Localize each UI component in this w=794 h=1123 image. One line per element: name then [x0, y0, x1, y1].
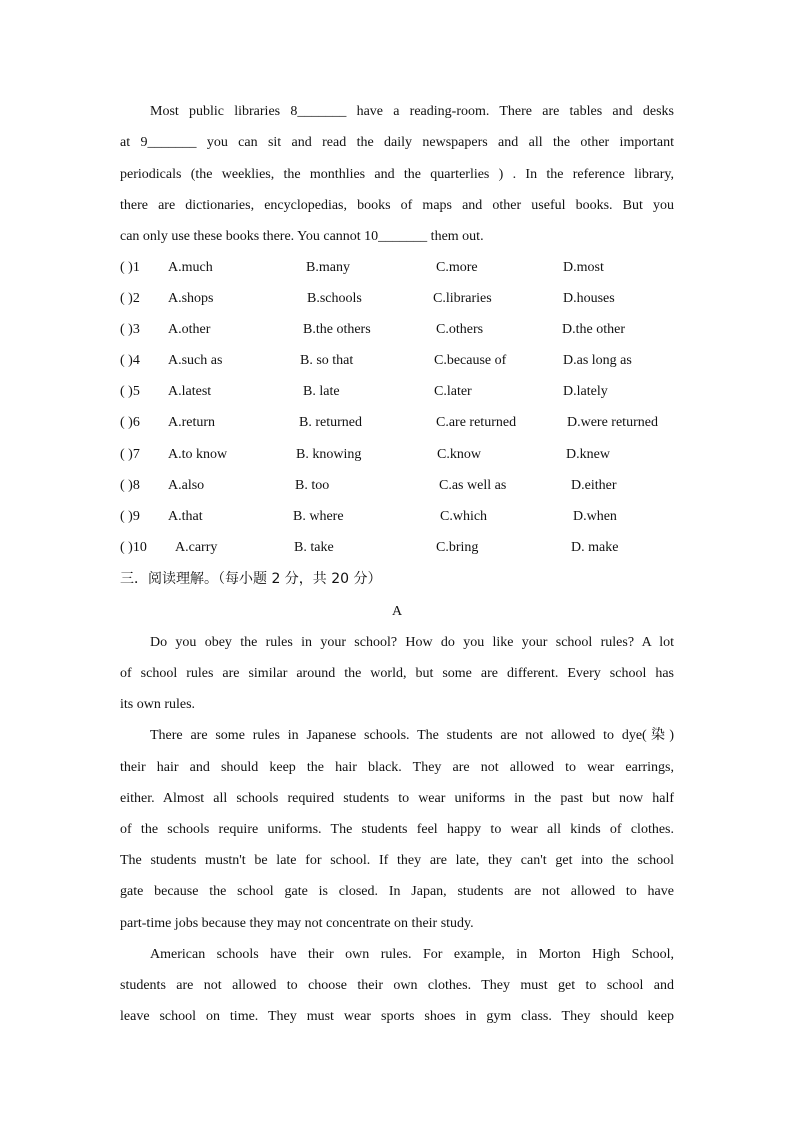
option-b: B. where	[293, 509, 344, 524]
option-a: A.return	[168, 415, 216, 430]
option-d: D.the other	[562, 322, 625, 337]
section-heading: 三．阅读理解。（每小题 2 分，共 20 分）	[120, 571, 382, 587]
option-d: D.were returned	[567, 415, 658, 430]
option-c: C.bring	[436, 540, 479, 555]
passage-line: leave school on time. They must wear sports shoes in gym class. They should keep	[120, 1009, 674, 1024]
option-d: D. make	[571, 540, 619, 555]
passage-line: part-time jobs because they may not concentrate on their study.	[120, 916, 474, 931]
passage-line: of the schools require uniforms. The students feel happy to wear all kinds of clothes.	[120, 822, 674, 837]
option-c: C.others	[436, 322, 484, 337]
passage-line: periodicals (the weeklies, the monthlies and the quarterlies ) . In the reference library,	[120, 167, 674, 182]
question-options	[120, 508, 680, 526]
option-d: D.as long as	[563, 353, 632, 368]
option-c: C.because of	[434, 353, 507, 368]
option-a: A.much	[168, 260, 213, 275]
question-options	[120, 259, 680, 277]
option-b: B. too	[295, 478, 330, 493]
question-options	[120, 477, 680, 495]
option-d: D.lately	[563, 384, 608, 399]
passage-line: Most public libraries 8_______ have a reading-room. There are tables and desks	[150, 104, 674, 119]
option-c: C.libraries	[433, 291, 492, 306]
option-a: A.such as	[168, 353, 223, 368]
passage-line: There are some rules in Japanese schools. The students are not allowed to dye(染)	[150, 728, 674, 743]
question-number: ( )8	[120, 478, 140, 493]
question-options	[120, 539, 680, 557]
option-b: B.many	[306, 260, 350, 275]
option-b: B. knowing	[296, 447, 362, 462]
option-d: D.when	[573, 509, 617, 524]
option-c: C.are returned	[436, 415, 517, 430]
option-c: C.as well as	[439, 478, 507, 493]
option-c: C.later	[434, 384, 472, 399]
passage-line: at 9_______ you can sit and read the daily newspapers and all the other important	[120, 135, 674, 150]
question-options	[120, 321, 680, 339]
option-a: A.that	[168, 509, 203, 524]
option-d: D.most	[563, 260, 604, 275]
passage-line: its own rules.	[120, 697, 196, 712]
option-c: C.which	[440, 509, 488, 524]
question-number: ( )2	[120, 291, 140, 306]
passage-line: either. Almost all schools required students to wear uniforms in the past but now half	[120, 791, 674, 806]
option-b: B.schools	[307, 291, 362, 306]
option-b: B.the others	[303, 322, 371, 337]
option-a: A.carry	[175, 540, 218, 555]
option-a: A.other	[168, 322, 211, 337]
option-c: C.more	[436, 260, 478, 275]
passage-line: of school rules are similar around the world, but some are different. Every school has	[120, 666, 674, 681]
question-options	[120, 352, 680, 370]
passage-line: their hair and should keep the hair black. They are not allowed to wear earrings,	[120, 760, 674, 775]
option-b: B. take	[294, 540, 334, 555]
passage-line: gate because the school gate is closed. In Japan, students are not allowed to have	[120, 884, 674, 899]
question-number: ( )6	[120, 415, 140, 430]
passage-line: American schools have their own rules. For example, in Morton High School,	[150, 947, 674, 962]
option-c: C.know	[437, 447, 481, 462]
option-a: A.latest	[168, 384, 212, 399]
question-number: ( )4	[120, 353, 140, 368]
question-number: ( )1	[120, 260, 140, 275]
option-d: D.knew	[566, 447, 610, 462]
option-b: B. returned	[299, 415, 362, 430]
passage-title: A	[391, 604, 403, 619]
passage-line: Do you obey the rules in your school? How do you like your school rules? A lot	[150, 635, 674, 650]
option-d: D.either	[571, 478, 617, 493]
question-options	[120, 290, 680, 308]
question-number: ( )7	[120, 447, 140, 462]
question-number: ( )5	[120, 384, 140, 399]
question-number: ( )3	[120, 322, 140, 337]
question-options	[120, 383, 680, 401]
passage-line: can only use these books there. You cannot 10_______ them out.	[120, 229, 484, 244]
passage-line: there are dictionaries, encyclopedias, books of maps and other useful books. But you	[120, 198, 674, 213]
passage-line: The students mustn't be late for school. If they are late, they can't get into the school	[120, 853, 674, 868]
question-number: ( )9	[120, 509, 140, 524]
option-b: B. late	[303, 384, 340, 399]
question-options	[120, 414, 680, 432]
option-d: D.houses	[563, 291, 615, 306]
option-a: A.shops	[168, 291, 214, 306]
question-number: ( )10	[120, 540, 147, 555]
option-a: A.to know	[168, 447, 228, 462]
passage-line: students are not allowed to choose their own clothes. They must get to school and	[120, 978, 674, 993]
question-options	[120, 446, 680, 464]
option-a: A.also	[168, 478, 205, 493]
option-b: B. so that	[300, 353, 354, 368]
